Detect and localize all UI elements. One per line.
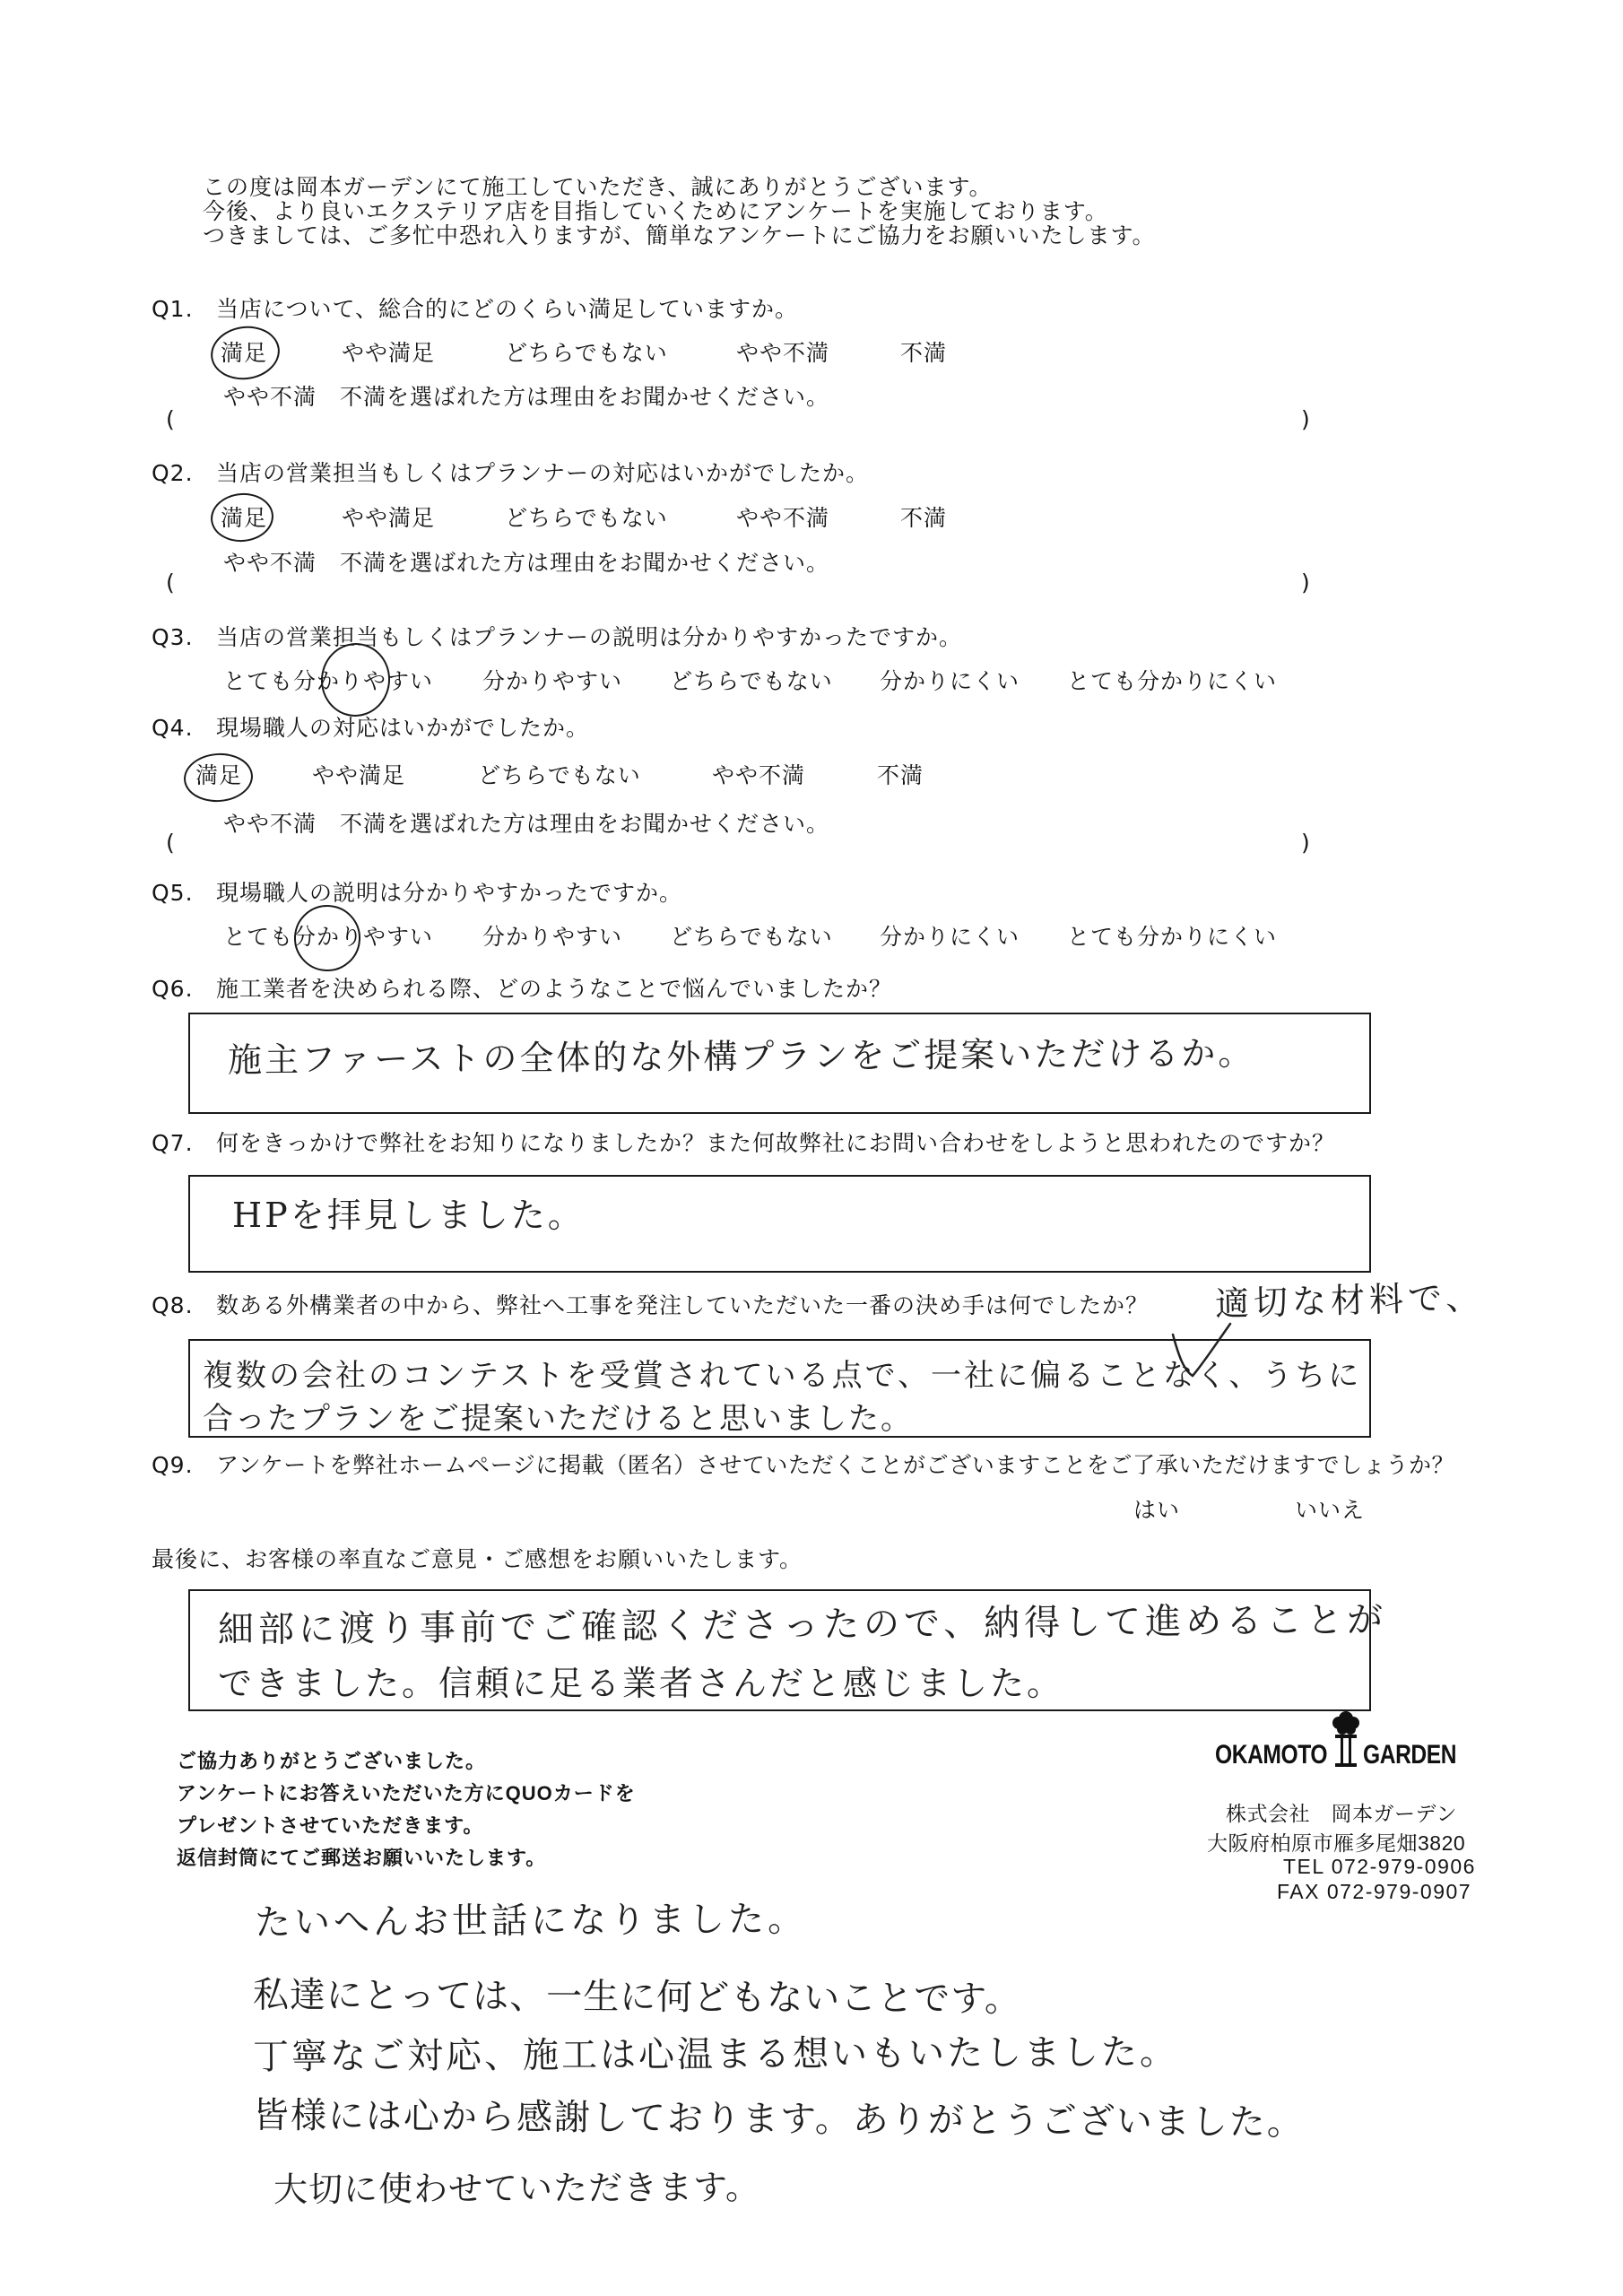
question-text: 施工業者を決められる際、どのようなことで悩んでいましたか？ bbox=[216, 976, 893, 1002]
intro-line: 今後、より良いエクステリア店を目指していくためにアンケートを実施しております。 bbox=[203, 198, 1108, 224]
handwritten-answer: できました。信頼に足る業者さんだと感じました。 bbox=[218, 1664, 1064, 1703]
answer-option: どちらでもない bbox=[505, 340, 668, 366]
answer-option: 満足 bbox=[195, 762, 242, 789]
handwritten-message-line: 大切に使わせていただきます。 bbox=[273, 2167, 761, 2210]
question-number: Q4. bbox=[152, 715, 194, 741]
reason-prompt: やや不満 不満を選ばれた方は理由をお聞かせください。 bbox=[223, 550, 830, 576]
question-number: Q5. bbox=[152, 880, 194, 906]
handwritten-answer: 複数の会社のコンテストを受賞されている点で、一社に偏ることなく、うちに bbox=[203, 1358, 1362, 1394]
logo-text-garden: GARDEN bbox=[1363, 1740, 1457, 1770]
reason-prompt: やや不満 不満を選ばれた方は理由をお聞かせください。 bbox=[223, 384, 830, 410]
answer-circle bbox=[209, 491, 275, 544]
answer-option: 分かりにくい bbox=[880, 924, 1020, 950]
question-text: アンケートを弊社ホームページに掲載（匿名）させていただくことがございますことをご了承いただけますでしょうか？ bbox=[216, 1452, 1455, 1478]
thanks-line: 返信封筒にてご郵送お願いいたします。 bbox=[177, 1847, 547, 1869]
answer-option: やや満足 bbox=[342, 340, 436, 366]
margin-note: 適切な材料で、 bbox=[1214, 1277, 1485, 1324]
answer-options bbox=[0, 505, 1623, 532]
handwritten-message-line: 丁寧なご対応、施工は心温まる想いもいたしました。 bbox=[252, 2031, 1179, 2078]
answer-option: 分かりやすい bbox=[482, 668, 623, 694]
answer-circle bbox=[317, 639, 394, 720]
answer-option: やや不満 bbox=[736, 340, 830, 366]
answer-option-no: いいえ bbox=[1295, 1497, 1366, 1523]
question-text: 現場職人の対応はいかがでしたか。 bbox=[216, 715, 590, 741]
answer-option-yes: はい bbox=[1133, 1497, 1181, 1523]
reason-paren-open: ( bbox=[166, 570, 176, 596]
question-number: Q2. bbox=[152, 460, 194, 486]
company-address: 大阪府柏原市雁多尾畑3820 bbox=[1207, 1831, 1466, 1855]
question-number: Q1. bbox=[152, 296, 194, 322]
answer-option: 分かりやすい bbox=[482, 924, 623, 950]
answer-option: やや満足 bbox=[342, 505, 436, 531]
answer-options bbox=[0, 762, 1623, 789]
reason-paren-close: ) bbox=[1301, 406, 1311, 432]
answer-option: どちらでもない bbox=[670, 924, 833, 950]
answer-option: どちらでもない bbox=[670, 668, 833, 694]
company-fax: FAX 072-979-0907 bbox=[1277, 1880, 1472, 1903]
question-number: Q9. bbox=[152, 1452, 194, 1478]
closing-heading: 最後に、お客様の率直なご意見・ご感想をお願いいたします。 bbox=[152, 1546, 803, 1572]
handwritten-answer: 施主ファーストの全体的な外構プランをご提案いただけるか。 bbox=[227, 1033, 1255, 1080]
logo-text-okamoto: OKAMOTO bbox=[1215, 1740, 1328, 1770]
reason-paren-close: ) bbox=[1301, 830, 1311, 856]
reason-paren-open: ( bbox=[166, 406, 176, 432]
answer-option: 満足 bbox=[221, 340, 267, 367]
reason-paren-close: ) bbox=[1301, 570, 1311, 596]
question-text: 現場職人の説明は分かりやすかったですか。 bbox=[216, 880, 683, 906]
handwritten-message-line: 皆様には心から感謝しております。ありがとうございました。 bbox=[252, 2094, 1305, 2144]
answer-options bbox=[0, 340, 1623, 367]
answer-options bbox=[0, 668, 1623, 695]
reason-paren-open: ( bbox=[166, 830, 176, 856]
handwritten-answer: 合ったプランをご提案いただけると思いました。 bbox=[203, 1401, 913, 1437]
answer-circle bbox=[182, 751, 255, 804]
answer-option: 満足 bbox=[221, 505, 267, 532]
reason-prompt: やや不満 不満を選ばれた方は理由をお聞かせください。 bbox=[223, 811, 830, 837]
answer-option: とても分かりにくい bbox=[1067, 924, 1278, 950]
question-number: Q6. bbox=[152, 976, 194, 1002]
thanks-line: アンケートにお答えいただいた方にQUOカードを bbox=[177, 1782, 636, 1805]
question-text: 当店について、総合的にどのくらい満足していますか。 bbox=[216, 296, 799, 322]
intro-line: この度は岡本ガーデンにて施工していただき、誠にありがとうございます。 bbox=[203, 174, 993, 200]
question-number: Q3. bbox=[152, 624, 194, 650]
answer-option: やや不満 bbox=[736, 505, 830, 531]
tree-icon bbox=[1331, 1709, 1361, 1770]
answer-option: 不満 bbox=[877, 762, 924, 788]
thanks-line: プレゼントさせていただきます。 bbox=[177, 1814, 484, 1837]
answer-circle bbox=[292, 903, 363, 974]
answer-option: どちらでもない bbox=[478, 762, 641, 788]
intro-line: つきましては、ご多忙中恐れ入りますが、簡単なアンケートにご協力をお願いいたします。 bbox=[203, 222, 1156, 248]
company-name: 株式会社 岡本ガーデン bbox=[1226, 1802, 1458, 1825]
answer-option: とても分かりやすい bbox=[223, 668, 433, 695]
company-tel: TEL 072-979-0906 bbox=[1283, 1855, 1476, 1878]
question-number: Q7. bbox=[152, 1130, 194, 1156]
handwritten-message-line: たいへんお世話になりました。 bbox=[254, 1898, 808, 1944]
answer-options bbox=[0, 1497, 1623, 1524]
thanks-line: ご協力ありがとうございました。 bbox=[177, 1750, 487, 1772]
question-text: 当店の営業担当もしくはプランナーの対応はいかがでしたか。 bbox=[216, 460, 870, 486]
answer-option: やや満足 bbox=[312, 762, 406, 788]
handwritten-answer: HPを拝見しました。 bbox=[232, 1196, 585, 1235]
answer-circle bbox=[207, 322, 282, 384]
answer-option: 分かりにくい bbox=[880, 668, 1020, 694]
question-text: 数ある外構業者の中から、弊社へ工事を発注していただいた一番の決め手は何でしたか？ bbox=[216, 1292, 1150, 1318]
answer-option: 不満 bbox=[900, 505, 948, 531]
answer-option: どちらでもない bbox=[505, 505, 668, 531]
question-text: 当店の営業担当もしくはプランナーの説明は分かりやすかったですか。 bbox=[216, 624, 963, 650]
handwritten-message-line: 私達にとっては、一生に何どもないことです。 bbox=[252, 1974, 1022, 2021]
answer-option: やや不満 bbox=[712, 762, 806, 788]
answer-option: 不満 bbox=[900, 340, 948, 366]
answer-option: とても分かりにくい bbox=[1067, 668, 1278, 694]
answer-option: とても分かりやすい bbox=[223, 924, 433, 951]
question-text: 何をきっかけで弊社をお知りになりましたか？また何故弊社にお問い合わせをしようと思われたのですか？ bbox=[216, 1130, 1336, 1156]
answer-options bbox=[0, 924, 1623, 951]
handwritten-answer: 細部に渡り事前でご確認くださったので、納得して進めることが bbox=[217, 1599, 1388, 1651]
question-number: Q8. bbox=[152, 1292, 194, 1318]
